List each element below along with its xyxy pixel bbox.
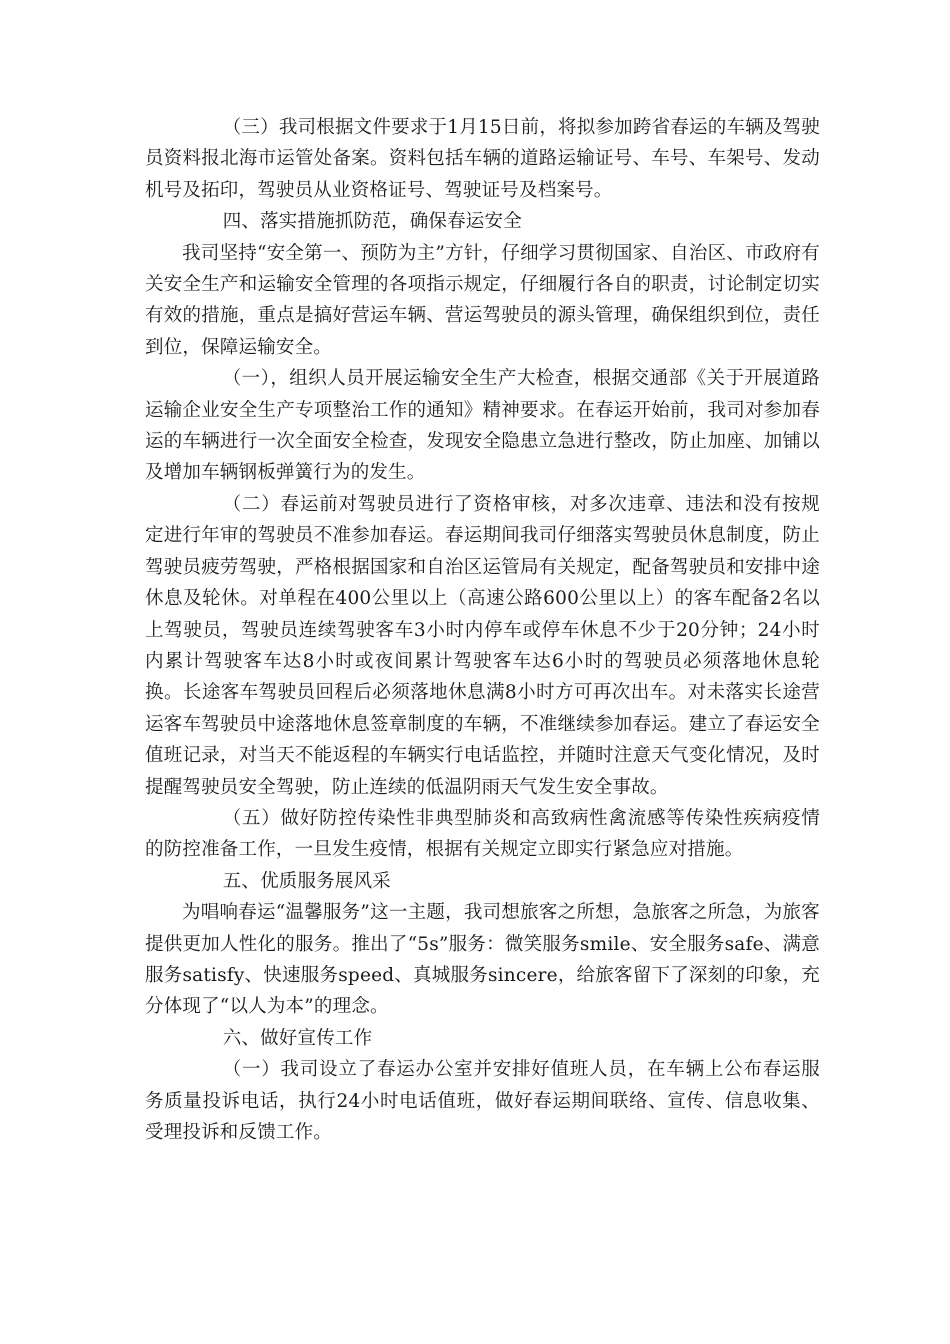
paragraph-driver-qualification: （二）春运前对驾驶员进行了资格审核，对多次违章、违法和没有按规定进行年审的驾驶员不准参加春运。春运期间我司仔细落实驾驶员休息制度，防止驾驶员疲劳驾驶，严格根据国家和自治区运管局有关规定，配备驾驶员和安排中途休息及轮休。对单程在400公里以上（高速公路600公里以上）的客车配备2名以上驾驶员，驾驶员连续驾驶客车3小时内停车或停车休息不少于20分钟；24小时内累计驾驶客车达8小时或夜间累计驾驶客车达6小时的驾驶员必须落地休息轮换。长途客车驾驶员回程后必须落地休息满8小时方可再次出车。对未落实长途营运客车驾驶员中途落地休息签章制度的车辆，不准继续参加春运。建立了春运安全值班记录，对当天不能返程的车辆实行电话监控，并随时注意天气变化情况，及时提醒驾驶员安全驾驶，防止连续的低温阴雨天气发生安全事故。 [145, 493, 820, 798]
paragraph-duty-office: （一）我司设立了春运办公室并安排好值班人员，在车辆上公布春运服务质量投诉电话，执行24小时电话值班，做好春运期间联络、宣传、信息收集、受理投诉和反馈工作。 [145, 1059, 820, 1143]
paragraph-safety-inspection: （一），组织人员开展运输安全生产大检查，根据交通部《关于开展道路运输企业安全生产专项整治工作的通知》精神要求。在春运开始前，我司对参加春运的车辆进行一次全面安全检查，发现安全隐患立急进行整改，防止加座、加铺以及增加车辆钢板弹簧行为的发生。 [145, 368, 820, 484]
document-body [145, 112, 820, 1148]
section-heading-safety-measures: 四、落实措施抓防范，确保春运安全 [222, 211, 522, 233]
section-heading-publicity: 六、做好宣传工作 [222, 1027, 373, 1049]
paragraph-5s-service: 为唱响春运“温馨服务”这一主题，我司想旅客之所想，急旅客之所急，为旅客提供更加人性化的服务。推出了“5s”服务：微笑服务smile、安全服务safe、满意服务satisfy、快速服务speed、真城服务sincere，给旅客留下了深刻的印象，充分体现了“以人为本”的理念。 [145, 902, 820, 1018]
paragraph-safety-policy: 我司坚持“安全第一、预防为主”方针，仔细学习贯彻国家、自治区、市政府有关安全生产和运输安全管理的各项指示规定，仔细履行各自的职责，讨论制定切实有效的措施，重点是搞好营运车辆、营运驾驶员的源头管理，确保组织到位，责任到位，保障运输安全。 [145, 242, 820, 358]
section-heading-quality-service: 五、优质服务展风采 [222, 870, 391, 892]
paragraph-vehicle-filing: （三）我司根据文件要求于1月15日前，将拟参加跨省春运的车辆及驾驶员资料报北海市运管处备案。资料包括车辆的道路运输证号、车号、车架号、发动机号及拓印，驾驶员从业资格证号、驾驶证号及档案号。 [145, 117, 820, 201]
paragraph-epidemic-prevention: （五）做好防控传染性非典型肺炎和高致病性禽流感等传染性疾病疫情的防控准备工作，一旦发生疫情，根据有关规定立即实行紧急应对措施。 [145, 807, 820, 861]
